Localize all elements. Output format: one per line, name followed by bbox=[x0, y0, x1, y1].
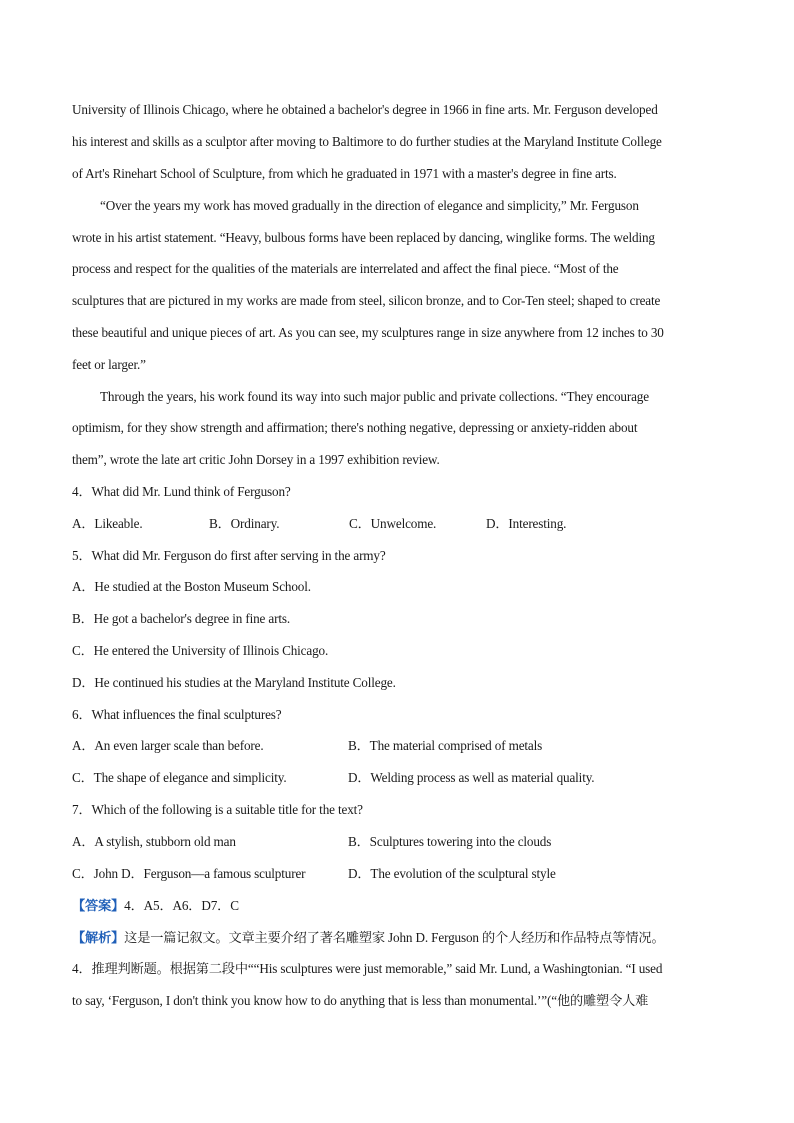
passage-line: sculptures that are pictured in my works are made from steel, silicon bronze, and to Cor-Ten steel; shaped to create bbox=[72, 293, 661, 308]
analysis-line: 4．推理判断题。根据第二段中““His sculptures were just memorable,” said Mr. Lund, a Washingtonian. “I used bbox=[72, 961, 663, 976]
option-d: D．Welding process as well as material quality. bbox=[348, 770, 595, 785]
option-a: A．Likeable. bbox=[72, 516, 143, 531]
passage-line: University of Illinois Chicago, where he obtained a bachelor's degree in 1966 in fine arts. Mr. Ferguson developed bbox=[72, 102, 658, 117]
passage-line: feet or larger.” bbox=[72, 357, 146, 372]
analysis-line bbox=[72, 928, 665, 948]
analysis-label: 【解析】 bbox=[72, 930, 125, 945]
passage-line: his interest and skills as a sculptor after moving to Baltimore to do further studies at the Maryland Institute College bbox=[72, 134, 662, 149]
passage-line: wrote in his artist statement. “Heavy, bulbous forms have been replaced by dancing, winglike forms. The welding bbox=[72, 230, 655, 245]
passage-line: “Over the years my work has moved gradually in the direction of elegance and simplicity,” Mr. Ferguson bbox=[100, 198, 639, 213]
answer-text: 4．A5．A6．D7．C bbox=[124, 898, 239, 913]
passage-line: them”, wrote the late art critic John Dorsey in a 1997 exhibition review. bbox=[72, 452, 440, 467]
question-5: 5．What did Mr. Ferguson do first after serving in the army? bbox=[72, 548, 386, 563]
option-b: B．The material comprised of metals bbox=[348, 738, 543, 753]
analysis-line: to say, ‘Ferguson, I don't think you know how to do anything that is less than monumental.’”(“他的雕塑令人难 bbox=[72, 993, 649, 1008]
option-d: D．He continued his studies at the Maryland Institute College. bbox=[72, 675, 396, 690]
option-d: D．Interesting. bbox=[486, 516, 567, 531]
option-c: C．He entered the University of Illinois Chicago. bbox=[72, 643, 329, 658]
passage-line: optimism, for they show strength and affirmation; there's nothing negative, depressing or anxiety-ridden about bbox=[72, 420, 638, 435]
option-a: A．He studied at the Boston Museum School. bbox=[72, 579, 311, 594]
option-c: C．John D．Ferguson—a famous sculpturer bbox=[72, 866, 306, 881]
passage-line: process and respect for the qualities of the materials are interrelated and affect the final piece. “Most of the bbox=[72, 261, 619, 276]
option-c: C．The shape of elegance and simplicity. bbox=[72, 770, 287, 785]
option-a: A．A stylish, stubborn old man bbox=[72, 834, 236, 849]
passage-line: these beautiful and unique pieces of art. As you can see, my sculptures range in size anywhere from 12 inches to 30 bbox=[72, 325, 664, 340]
passage-line: of Art's Rinehart School of Sculpture, from which he graduated in 1971 with a master's degree in fine arts. bbox=[72, 166, 617, 181]
option-d: D．The evolution of the sculptural style bbox=[348, 866, 556, 881]
analysis-text: 这是一篇记叙文。文章主要介绍了著名雕塑家 John D. Ferguson 的个人经历和作品特点等情况。 bbox=[124, 930, 665, 945]
question-7: 7．Which of the following is a suitable title for the text? bbox=[72, 802, 363, 817]
option-b: B．Sculptures towering into the clouds bbox=[348, 834, 552, 849]
option-c: C．Unwelcome. bbox=[349, 516, 437, 531]
option-a: A．An even larger scale than before. bbox=[72, 738, 264, 753]
answer-label: 【答案】 bbox=[72, 898, 125, 913]
option-b: B．He got a bachelor's degree in fine arts. bbox=[72, 611, 290, 626]
question-4: 4．What did Mr. Lund think of Ferguson? bbox=[72, 484, 291, 499]
question-6: 6．What influences the final sculptures? bbox=[72, 707, 282, 722]
passage-line: Through the years, his work found its way into such major public and private collections. “They encourage bbox=[100, 389, 649, 404]
answer-line bbox=[72, 896, 239, 916]
option-b: B．Ordinary. bbox=[209, 516, 280, 531]
